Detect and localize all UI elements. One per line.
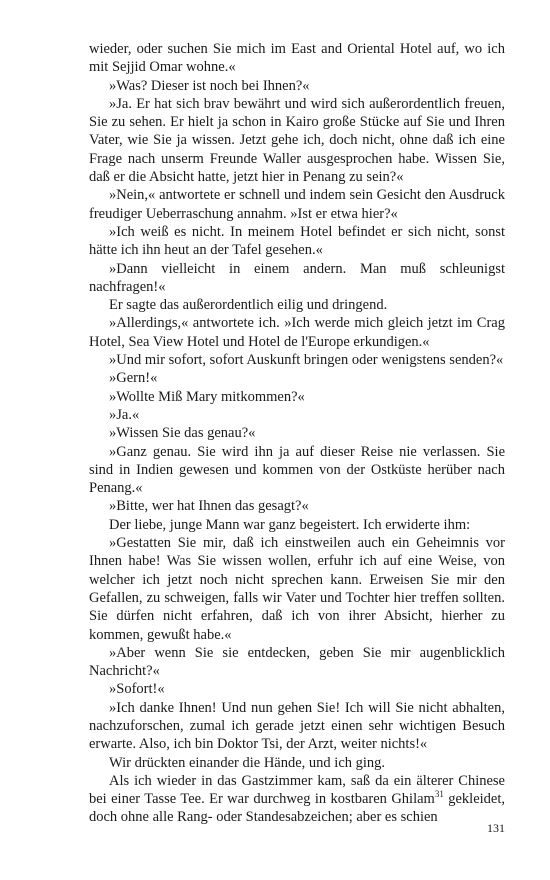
page-number: 131	[487, 821, 505, 835]
paragraph: »Wissen Sie das genau?«	[109, 425, 256, 442]
paragraph: »Ganz genau. Sie wird ihn ja auf dieser Reise nie verlassen. Sie sind in Indien gewesen und kommen von der Ostküste herüber nach Penang.«	[89, 443, 505, 497]
paragraph: »Aber wenn Sie sie entdecken, geben Sie mir augenblicklich Nachricht?«	[89, 644, 505, 680]
paragraph: »Bitte, wer hat Ihnen das gesagt?«	[109, 498, 309, 515]
paragraph: Wir drückten einander die Hände, und ich ging.	[109, 754, 386, 771]
paragraph: »Nein,« antwortete er schnell und indem sein Gesicht den Ausdruck freudiger Ueberraschung annahm. »Ist er etwa hier?«	[89, 187, 505, 222]
paragraph: »Ja.«	[109, 406, 140, 423]
last-paragraph-text-continued: gekleidet, doch ohne alle Rang- oder Standesabzeichen; aber es schien	[89, 791, 505, 826]
paragraph: »Was? Dieser ist noch bei Ihnen?«	[109, 77, 310, 94]
paragraph: Der liebe, junge Mann war ganz begeistert. Ich erwiderte ihm:	[109, 516, 471, 533]
paragraph: »Ja. Er hat sich brav bewährt und wird sich außerordentlich freuen, Sie zu sehen. Er hielt ja schon in Kairo große Stücke auf Sie und Ihren Vater, wie Sie ja wissen. Jetzt gehe ich, doch nicht, ohne daß ich eine Frage nach unserm Freunde Waller ausgesprochen habe. Wissen Sie, daß er die Absicht hatte, jetzt hier in Penang zu sein?«	[89, 95, 505, 186]
paragraph: wieder, oder suchen Sie mich im East and Oriental Hotel auf, wo ich mit Sejjid Omar wohne.«	[89, 41, 505, 76]
last-paragraph-text: Als ich wieder in das Gastzimmer kam, saß da ein älterer Chinese bei einer Tasse Tee. Er war durchweg in kostbaren Ghilam	[89, 772, 505, 808]
paragraph: »Wollte Miß Mary mitkommen?«	[109, 388, 305, 405]
paragraph: »Dann vielleicht in einem andern. Man muß schleunigst nachfragen!«	[89, 260, 505, 295]
paragraph: »Ich weiß es nicht. In meinem Hotel befindet er sich nicht, sonst hätte ich ihn heut an der Tafel gesehen.«	[89, 223, 505, 259]
paragraph: Er sagte das außerordentlich eilig und dringend.	[109, 297, 388, 314]
paragraph: »Ich danke Ihnen! Und nun gehen Sie! Ich will Sie nicht abhalten, nachzuforschen, zumal ich gerade jetzt einen sehr wichtigen Besuch erwarte. Also, ich bin Doktor Tsi, der Arzt, weiter nichts!«	[89, 699, 505, 753]
footnote-reference: 31	[434, 789, 444, 800]
paragraph: »Gern!«	[109, 370, 158, 387]
paragraph: »Und mir sofort, sofort Auskunft bringen oder wenigstens senden?«	[109, 352, 504, 369]
paragraph: »Sofort!«	[109, 681, 165, 698]
paragraph: »Gestatten Sie mir, daß ich einstweilen auch ein Geheimnis vor Ihnen habe! Was Sie wissen wollen, erfuhr ich auf eine Weise, von welcher ich jetzt noch nicht sprechen kann. Erweisen Sie mir den Gefallen, zu schweigen, falls wir Vater und Tochter hier treffen sollten. Sie dürfen nicht erfahren, daß ich von ihrer Absicht, hierher zu kommen, gewußt habe.«	[89, 535, 505, 643]
last-paragraph	[89, 772, 505, 827]
paragraph: »Allerdings,« antwortete ich. »Ich werde mich gleich jetzt im Crag Hotel, Sea View Hotel und Hotel de l'Europe erkundigen.«	[89, 315, 505, 350]
page-text	[89, 40, 505, 827]
